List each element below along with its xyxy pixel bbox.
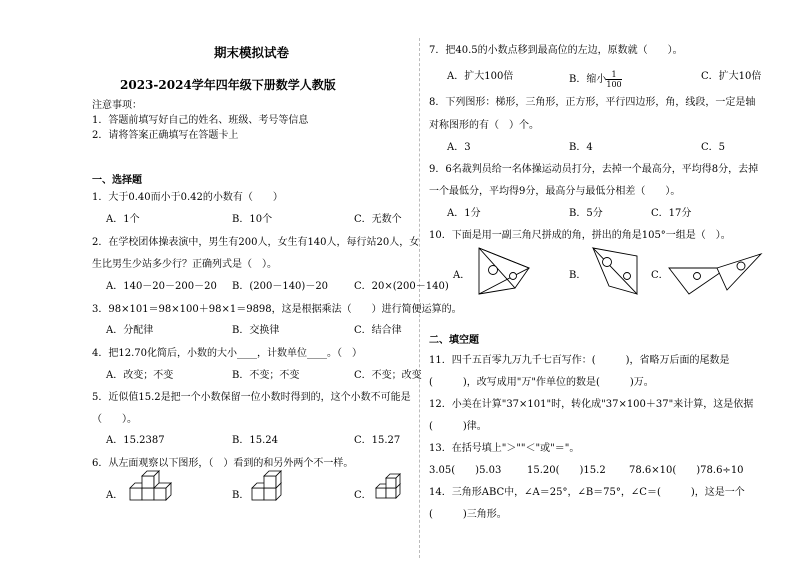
question-13-stem: 13．在括号填上"＞""＜"或"＝"。 [429, 443, 580, 454]
question-6-stem: 6．从左面观察以下图形，（ ）看到的和另外两个不一样。 [92, 458, 354, 469]
question-6-figure-c [376, 474, 408, 504]
question-8-option-c: C．5 [701, 142, 726, 153]
question-6-option-a: A． [106, 490, 124, 501]
question-4-option-b: B．不变；不变 [232, 370, 300, 381]
notes-heading: 注意事项： [92, 100, 142, 111]
question-5-stem-line-1: 5．近似值15.2是把一个小数保留一位小数时得到的，这个小数不可能是 [92, 392, 411, 403]
section-choice-heading: 一、选择题 [92, 175, 142, 186]
question-3-option-c: C．结合律 [354, 325, 402, 336]
question-5-option-b: B．15.24 [232, 435, 278, 446]
question-2-option-a: A．140－20－200－20 [106, 281, 217, 292]
question-6-figure-b [252, 478, 292, 504]
fraction: $\frac{1}{100}$ [606, 70, 622, 89]
question-14-stem-line-1: 14．三角形ABC中，∠A＝25°，∠B＝75°，∠C＝( )，这是一个 [429, 487, 745, 498]
question-11-stem-line-1: 11．四千五百零九万九千七百写作：( )，省略万后面的尾数是 [429, 355, 730, 366]
question-13-item-3: 78.6×10( )78.6÷10 [629, 465, 744, 476]
exam-subtitle: 2023-2024学年四年级下册数学人教版 [120, 78, 336, 92]
question-9-stem-line-2: 一个最低分，平均得9分，最高分与最低分相差（ ）。 [429, 186, 681, 197]
question-8-stem-line-2: 对称图形的有（ ）个。 [429, 120, 539, 131]
question-10-option-c: C． [651, 270, 669, 281]
question-2-stem-line-2: 生比男生少站多少行？正确列式是（ ）。 [92, 259, 277, 270]
question-10-figure-b [589, 246, 641, 296]
column-divider [419, 38, 420, 558]
note-item-1: 1．答题前填写好自己的姓名、班级、考号等信息 [92, 115, 309, 126]
question-7-option-c: C．扩大10倍 [701, 71, 762, 82]
question-7-stem: 7．把40.5的小数点移到最高位的左边，原数就（ ）。 [429, 45, 683, 56]
question-6-option-b: B． [232, 490, 250, 501]
question-11-stem-line-2: ( )，改写成用"万"作单位的数是( )万。 [429, 377, 654, 388]
question-6-figure-a [130, 478, 178, 504]
question-6-option-c: C． [354, 490, 372, 501]
question-4-stem: 4．把12.70化简后，小数的大小____，计数单位____。（ ） [92, 348, 362, 359]
question-4-option-a: A．改变；不变 [106, 370, 174, 381]
question-14-stem-line-2: ( )三角形。 [429, 509, 507, 520]
question-5-option-c: C．15.27 [354, 435, 401, 446]
question-8-stem-line-1: 8．下列图形：梯形，三角形，正方形，平行四边形，角，线段，一定是轴 [429, 97, 756, 108]
question-1-option-a: A．1个 [106, 214, 140, 225]
question-5-option-a: A．15.2387 [106, 435, 165, 446]
exam-title: 期末模拟试卷 [214, 45, 290, 60]
question-2-option-b: B．(200－140)－20 [232, 281, 329, 292]
question-12-stem-line-2: ( )律。 [429, 421, 487, 432]
note-item-2: 2．请将答案正确填写在答题卡上 [92, 130, 239, 141]
question-2-stem-line-1: 2．在学校团体操表演中，男生有200人，女生有140人，每行站20人，女 [92, 237, 420, 248]
question-7-option-a: A．扩大100倍 [447, 71, 514, 82]
question-4-option-c: C．不变；改变 [354, 370, 422, 381]
question-3-option-a: A．分配律 [106, 325, 154, 336]
question-8-option-b: B．4 [569, 142, 593, 153]
section-fill-heading: 二、填空题 [429, 335, 479, 346]
question-12-stem-line-1: 12．小美在计算"37×101"时，转化成"37×100＋37"来计算，这是依据 [429, 399, 754, 410]
question-9-option-b: B．5分 [569, 208, 603, 219]
question-10-figure-c [667, 252, 763, 296]
question-10-figure-a [477, 246, 533, 296]
question-10-option-b: B． [569, 270, 587, 281]
question-8-option-a: A．3 [447, 142, 471, 153]
question-2-option-c: C．20×(200－140) [354, 281, 449, 292]
question-1-option-b: B．10个 [232, 214, 273, 225]
question-10-stem: 10．下面是用一副三角尺拼成的角，拼出的角是105°一组是（ ）。 [429, 230, 731, 241]
question-1-stem: 1．大于0.40而小于0.42的小数有（ ） [92, 192, 283, 203]
question-13-item-2: 15.20( )15.2 [527, 465, 606, 476]
question-1-option-c: C．无数个 [354, 214, 402, 225]
question-9-option-c: C．17分 [651, 208, 692, 219]
question-9-stem-line-1: 9．6名裁判员给一名体操运动员打分，去掉一个最高分，平均得8分，去掉 [429, 164, 759, 175]
question-5-stem-line-2: （ ）。 [92, 414, 137, 425]
question-13-item-1: 3.05( )5.03 [429, 465, 502, 476]
question-3-option-b: B．交换律 [232, 325, 280, 336]
question-3-stem: 3．98×101＝98×100＋98×1＝9898，这是根据乘法（ ）进行简便运算的。 [92, 304, 462, 315]
question-9-option-a: A．1分 [447, 208, 481, 219]
question-10-option-a: A． [453, 270, 471, 281]
question-7-option-b: B．缩小 $\frac{1}{100}$ [569, 70, 622, 89]
